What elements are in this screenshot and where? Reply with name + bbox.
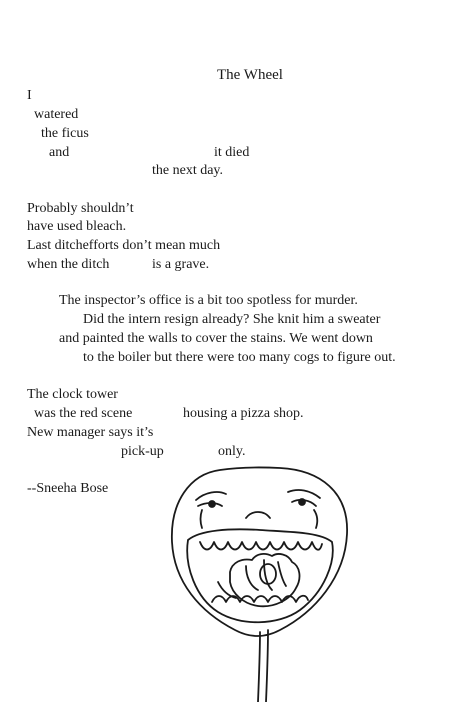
poem-line: The clock tower	[27, 387, 118, 402]
poem-line: Last ditchefforts don’t mean much	[27, 238, 221, 253]
poem-line: have used bleach.	[27, 219, 127, 234]
poem-line: and	[49, 145, 70, 160]
poem-line: Probably shouldn’t	[27, 201, 134, 216]
poem-line: I	[27, 88, 32, 103]
poem-author: --Sneeha Bose	[27, 481, 109, 496]
poem-line: only.	[218, 444, 246, 459]
poem-title: The Wheel	[217, 67, 283, 83]
poem-line: pick-up	[121, 444, 164, 459]
poem-line: and painted the walls to cover the stains. We went down	[59, 331, 373, 346]
poem-line: housing a pizza shop.	[183, 406, 304, 421]
poem-line: watered	[34, 107, 79, 122]
poem-line: the next day.	[152, 163, 224, 178]
poem-line: to the boiler but there were too many cogs to figure out.	[83, 350, 396, 365]
poem-line: The inspector’s office is a bit too spotless for murder.	[59, 293, 358, 308]
poem-line: it died	[214, 145, 250, 160]
poem-line: when the ditch	[27, 257, 110, 272]
poem-line: is a grave.	[152, 257, 210, 272]
poem-line: New manager says it’s	[27, 425, 154, 440]
poem-line: the ficus	[41, 126, 89, 141]
poem-line: Did the intern resign already? She knit him a sweater	[83, 312, 381, 327]
laughing-pointing-face-icon	[160, 462, 360, 702]
poem-line: was the red scene	[34, 406, 133, 421]
